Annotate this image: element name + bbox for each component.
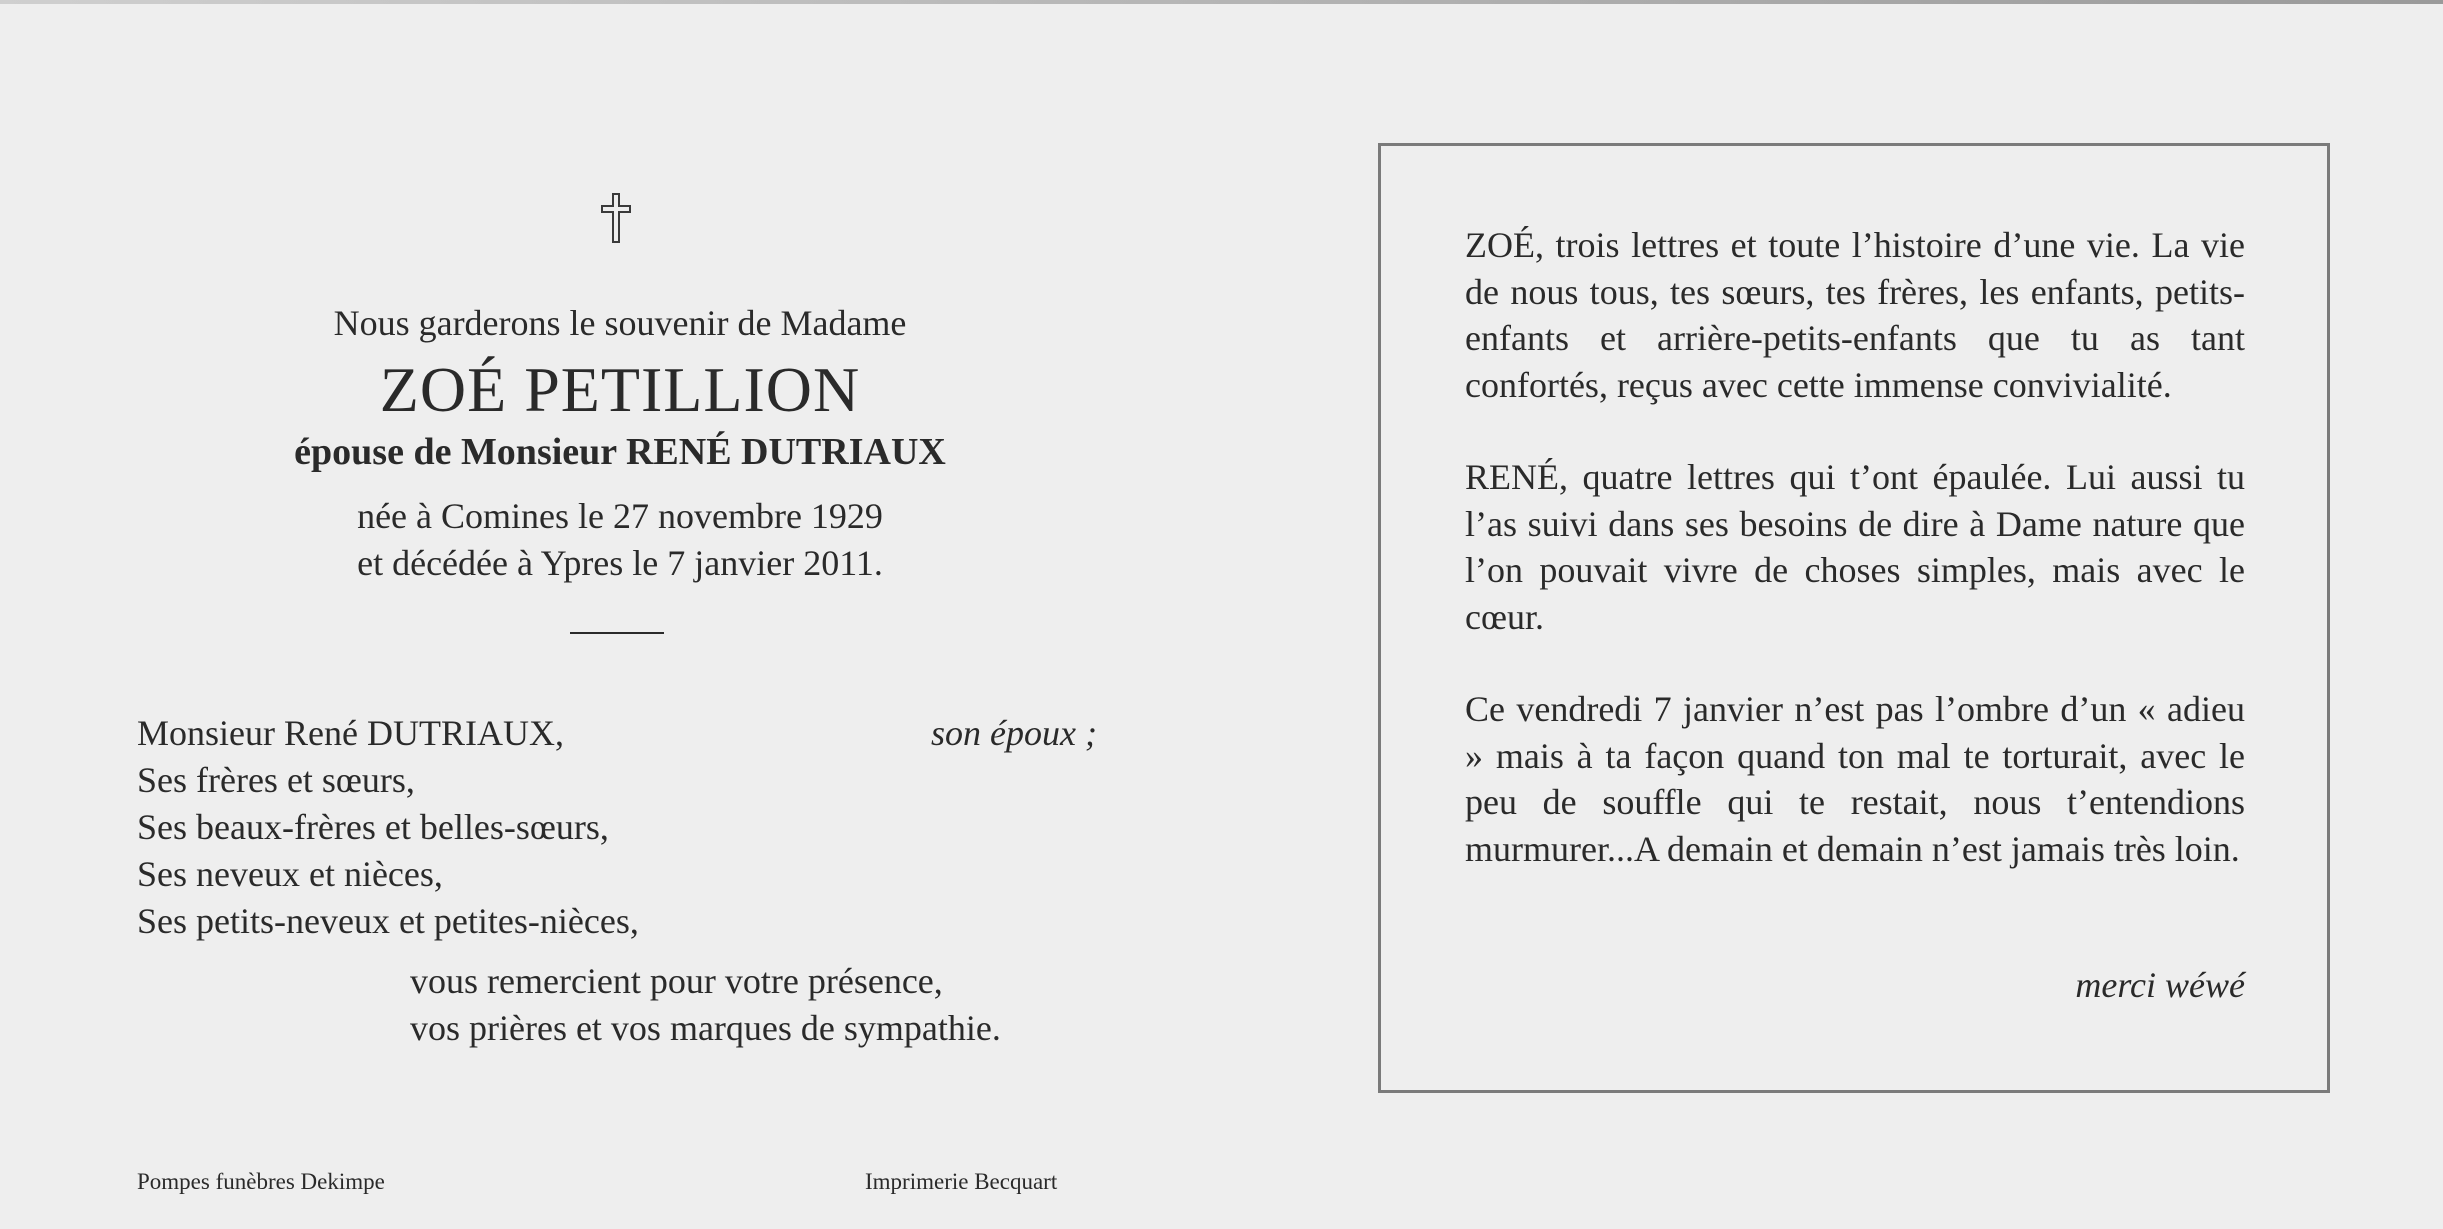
family-row xyxy=(137,710,1097,757)
funeral-home: Pompes funèbres Dekimpe xyxy=(137,1169,385,1194)
family-row xyxy=(137,851,1097,898)
thanks-line-2: vos prières et vos marques de sympathie. xyxy=(410,1008,1001,1048)
birth-line: née à Comines le 27 novembre 1929 xyxy=(357,496,883,536)
thanks-text xyxy=(410,958,1001,1052)
spouse-line: épouse de Monsieur RENÉ DUTRIAUX xyxy=(294,431,946,473)
family-member: Ses beaux-frères et belles-sœurs, xyxy=(137,807,609,847)
signature: merci wéwé xyxy=(2075,965,2245,1005)
family-list xyxy=(137,710,1097,945)
death-line: et décédée à Ypres le 7 janvier 2011. xyxy=(357,543,883,583)
divider xyxy=(570,632,664,634)
family-row xyxy=(137,757,1097,804)
tribute-paragraph: Ce vendredi 7 janvier n’est pas l’ombre d’un « adieu » mais à ta façon quand ton mal te torturait, avec le peu de souffle qui te restait, nous t’entendions murmurer...A demain et demain n’est jamais très loin. xyxy=(1465,689,2245,869)
family-role: son époux ; xyxy=(931,713,1097,753)
family-member: Ses petits-neveux et petites-nièces, xyxy=(137,901,639,941)
family-row xyxy=(137,898,1097,945)
card-top-edge xyxy=(0,0,2443,4)
family-member: Monsieur René DUTRIAUX, xyxy=(137,713,564,753)
tribute-paragraph: RENÉ, quatre lettres qui t’ont épaulée. Lui aussi tu l’as suivi dans ses besoins de dire à Dame nature que l’on pouvait vivre de choses simples, mais avec le cœur. xyxy=(1465,457,2245,637)
printer-name: Imprimerie Becquart xyxy=(865,1169,1058,1194)
tribute-paragraph: ZOÉ, trois lettres et toute l’histoire d’une vie. La vie de nous tous, tes sœurs, tes frères, les enfants, petits-enfants et arrière-petits-enfants que tu as tant confortés, reçus avec cette immense convivialité. xyxy=(1465,225,2245,405)
thanks-line-1: vous remercient pour votre présence, xyxy=(410,961,943,1001)
dates-block xyxy=(180,493,1060,587)
cross-icon xyxy=(597,192,635,244)
tribute-text xyxy=(1465,222,2245,872)
family-member: Ses frères et sœurs, xyxy=(137,760,415,800)
family-row xyxy=(137,804,1097,851)
intro-text: Nous garderons le souvenir de Madame xyxy=(333,303,907,343)
family-member: Ses neveux et nièces, xyxy=(137,854,443,894)
deceased-name: ZOÉ PETILLION xyxy=(379,354,861,425)
